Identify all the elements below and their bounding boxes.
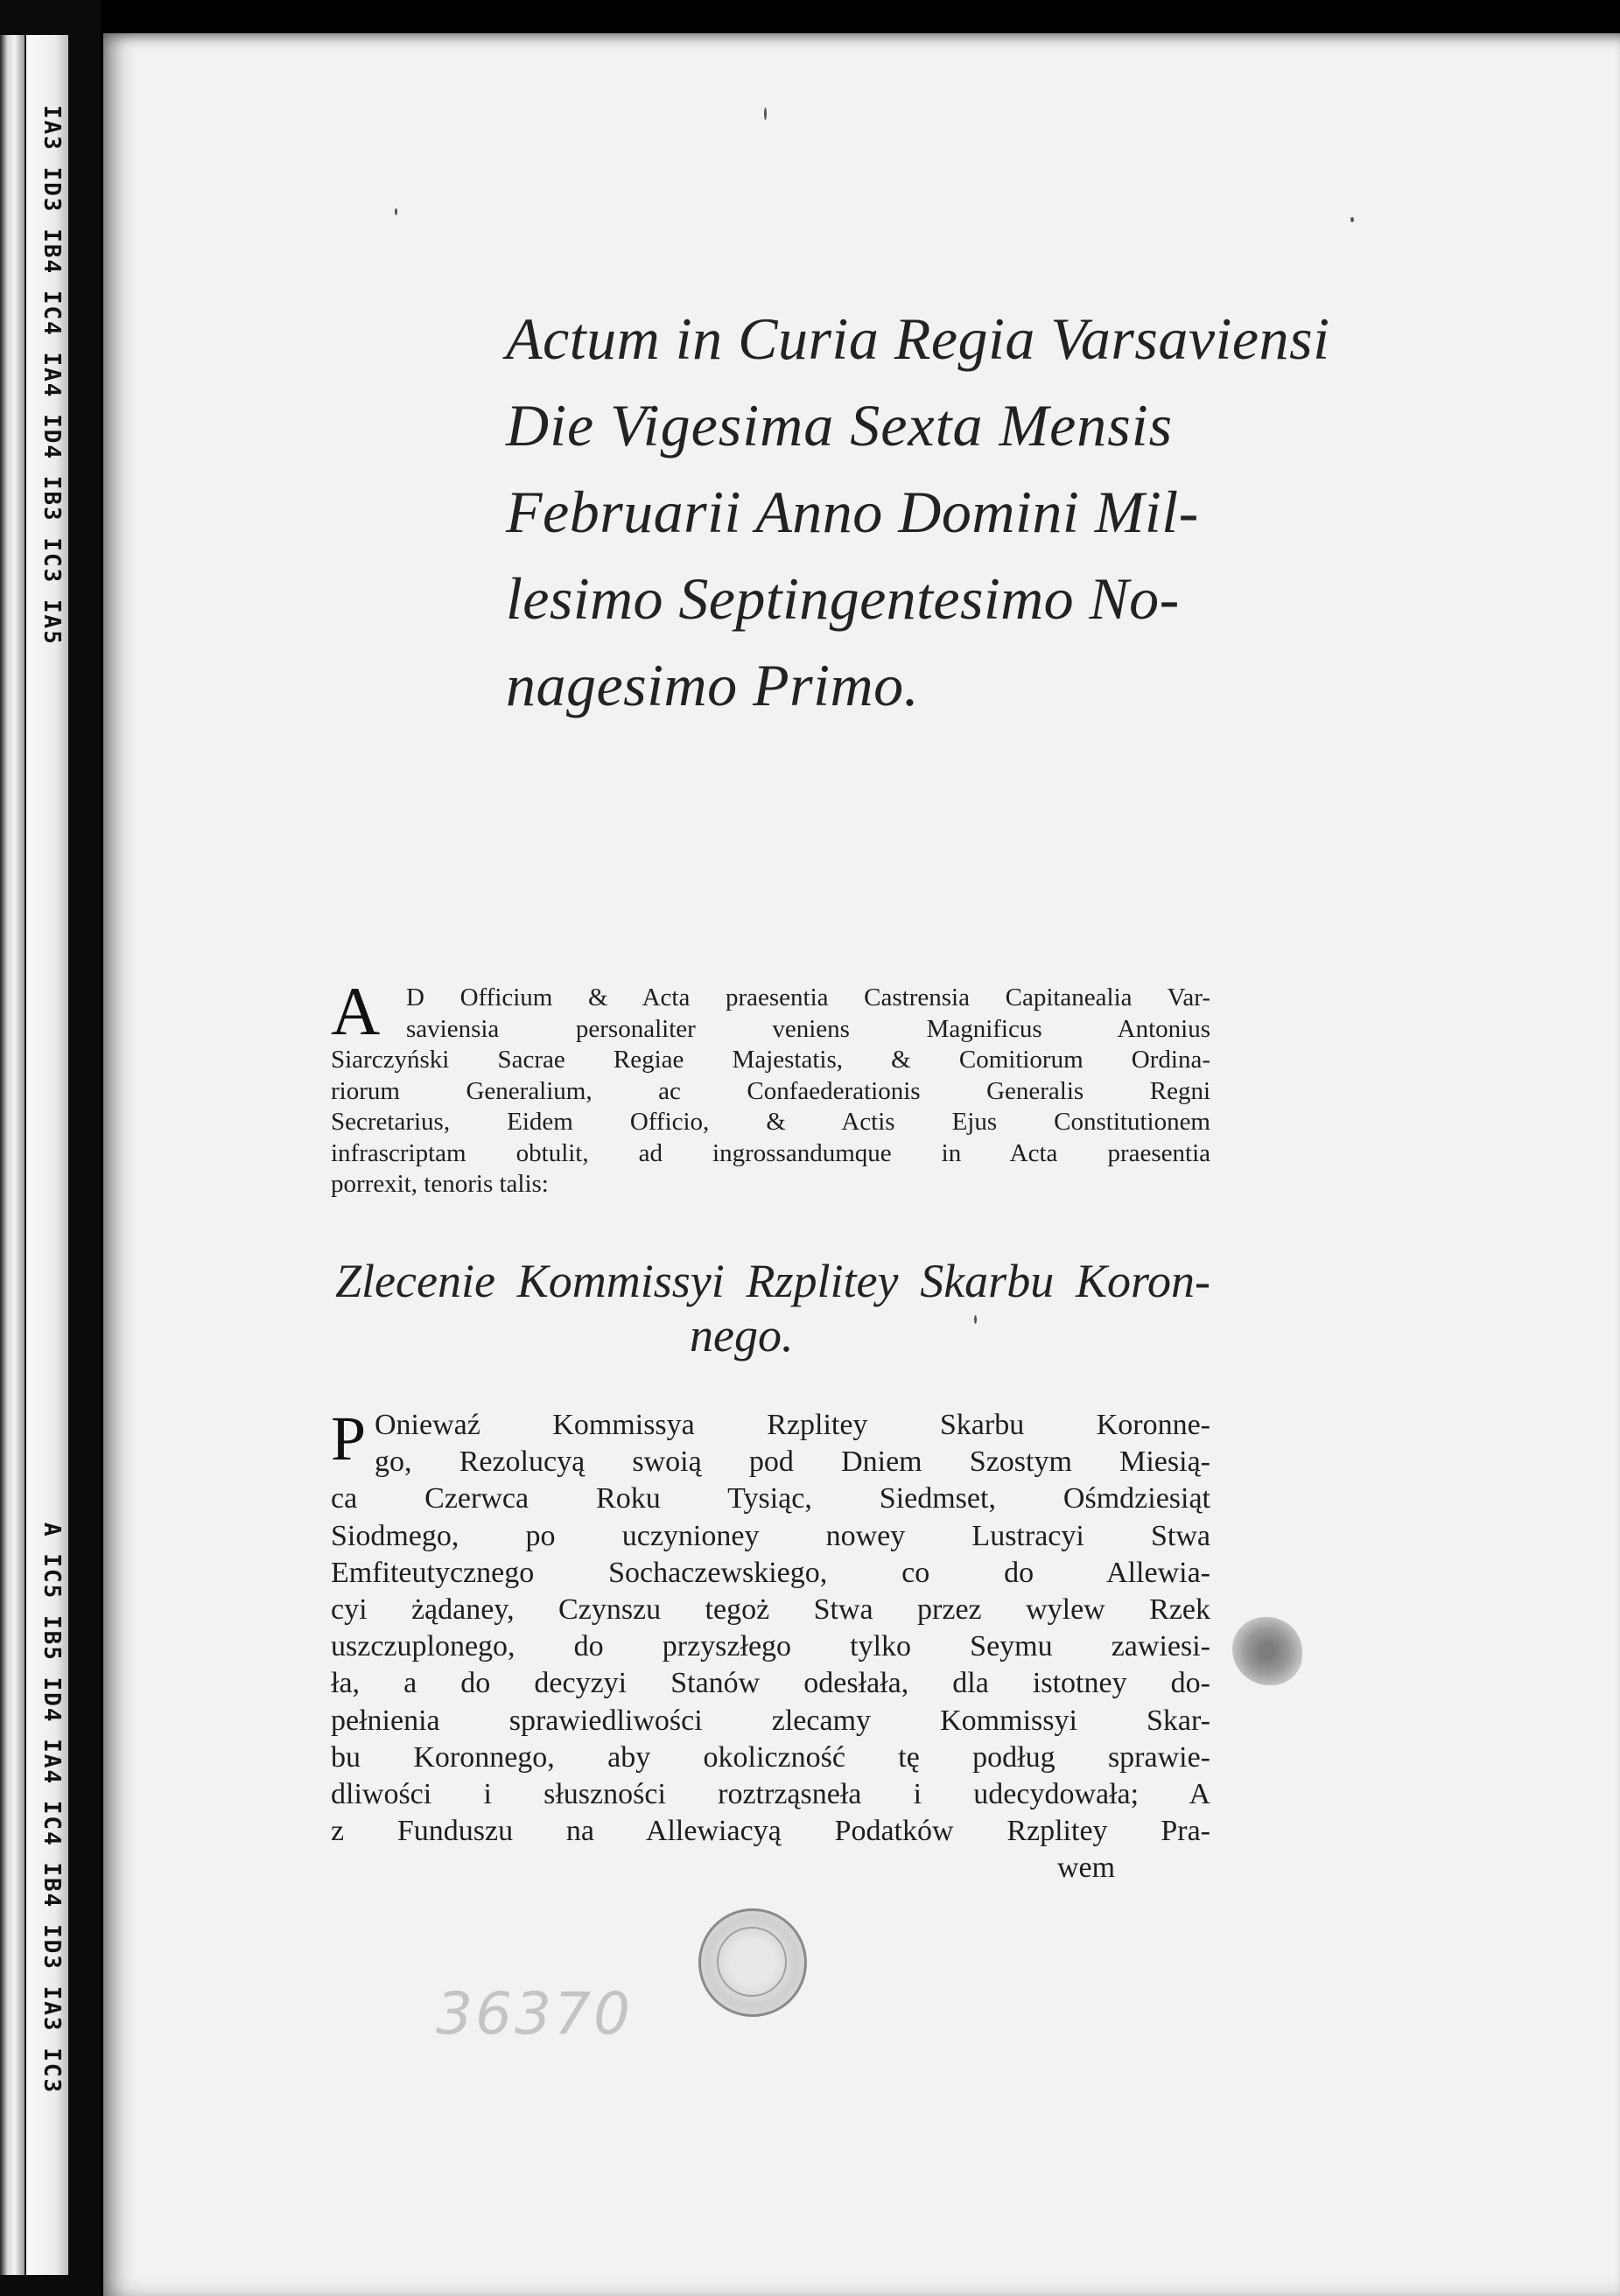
strip-label-top: IA3 ID3 IB4 IC4 IA4 ID4 IB3 IC3 IA5 [39, 105, 65, 646]
preamble-line: saviensia personaliter veniens Magnificus Antonius [406, 1014, 1210, 1043]
heading-line: Actum in Curia Regia Varsaviensi [506, 305, 1330, 372]
book-edge [0, 35, 25, 2275]
body-line: z Funduszu na Allewiacyą Podatków Rzplitey Pra- [331, 1815, 1210, 1848]
strip-label-bottom: A IC5 IB5 ID4 IA4 IC4 IB4 ID3 IA3 IC3 [39, 1522, 65, 2095]
heading-line: Februarii Anno Domini Mil- [506, 479, 1199, 545]
body-line: Siodmego, po uczynioney nowey Lustracyi Stwa [331, 1519, 1210, 1552]
preamble-dropcap: A [331, 973, 381, 1049]
body-line: ła, a do decyzyi Stanów odesłała, dla istotney do- [331, 1667, 1210, 1700]
body-line: pełnienia sprawiedliwości zlecamy Kommissyi Skar- [331, 1704, 1210, 1737]
section-title-line: Zlecenie Kommissyi Rzplitey Skarbu Koron- [335, 1255, 1210, 1307]
section-title-line: nego. [690, 1309, 794, 1362]
heading-line: Die Vigesima Sexta Mensis [506, 392, 1174, 458]
preamble-line: porrexit, tenoris talis: [331, 1170, 549, 1198]
heading-line: lesimo Septingentesimo No- [506, 565, 1180, 632]
page-speck [764, 108, 767, 120]
body-line: go, Rezolucyą swoią pod Dniem Szostym Miesią- [375, 1446, 1210, 1479]
preamble-line: D Officium & Acta praesentia Castrensia Capitanealia Var- [406, 984, 1210, 1012]
heading-line: nagesimo Primo. [506, 652, 920, 718]
body-line: uszczuplonego, do przyszłego tylko Seymu zawiesi- [331, 1630, 1210, 1663]
document-page [103, 33, 1620, 2296]
preamble-line: Siarczyński Sacrae Regiae Majestatis, & Comitiorum Ordina- [331, 1046, 1210, 1074]
page-speck [1350, 217, 1354, 222]
page-speck [974, 1315, 977, 1324]
preamble-line: infrascriptam obtulit, ad ingrossandumque in Acta praesentia [331, 1138, 1210, 1167]
body-line: Emfiteutycznego Sochaczewskiego, co do Allewia- [331, 1556, 1210, 1589]
pencil-inventory-number: 36370 [436, 1980, 633, 2048]
body-line: Oniewaź Kommissya Rzplitey Skarbu Koronne- [375, 1409, 1210, 1441]
body-line: dliwości i słuszności roztrząsneła i udecydowała; A [331, 1778, 1210, 1811]
color-calibration-strip [26, 35, 68, 2275]
library-stamp-inner-ring [717, 1927, 787, 1997]
ink-blot [1232, 1617, 1302, 1685]
section-title [335, 1254, 1210, 1362]
catchword: wem [1057, 1852, 1116, 1885]
preamble-paragraph [331, 973, 1210, 1200]
heading-block [506, 296, 1330, 729]
body-line: cyi żądaney, Czynszu tegoż Stwa przez wylew Rzek [331, 1593, 1210, 1627]
preamble-line: riorum Generalium, ac Confaederationis Generalis Regni [331, 1076, 1210, 1105]
body-dropcap: P [331, 1404, 367, 1474]
page-speck [395, 208, 397, 215]
body-line: ca Czerwca Roku Tysiąc, Siedmset, Ośmdziesiąt [331, 1482, 1210, 1516]
body-line: bu Koronnego, aby okoliczność tę podług sprawie- [331, 1740, 1210, 1774]
body-paragraph [331, 1404, 1210, 1887]
preamble-line: Secretarius, Eidem Officio, & Actis Ejus Constitutionem [331, 1108, 1210, 1136]
library-stamp [698, 1908, 807, 2017]
